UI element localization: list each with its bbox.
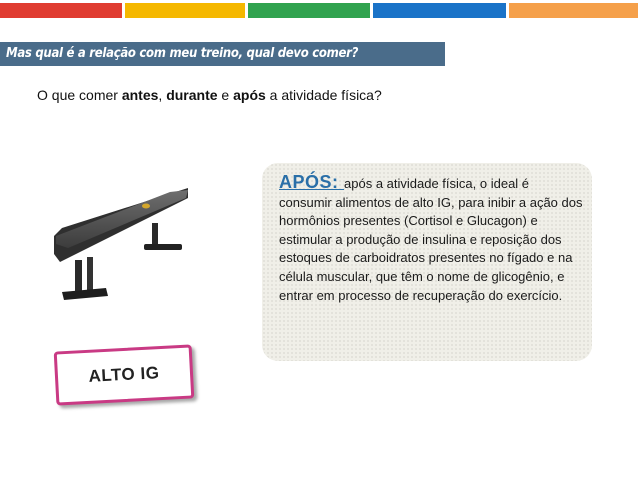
subtitle-bold-antes: antes (121, 87, 159, 103)
color-strip (0, 3, 638, 18)
weight-bench-image (48, 178, 198, 320)
alto-ig-badge (54, 344, 195, 405)
subtitle-text: , (158, 87, 167, 103)
badge-label: ALTO IG (88, 363, 160, 386)
badge-frame (54, 344, 195, 405)
color-strip-green (248, 3, 370, 18)
color-strip-orange (509, 3, 638, 18)
color-strip-blue (373, 3, 506, 18)
card-body: após a atividade física, o ideal é consumir alimentos de alto IG, para inibir a ação dos hormônios presentes (Cortisol e Glucagon) e estimular a produção de insulina e reposição dos estoques de carboidratos presentes no fígado e na célula muscular, que têm o nome de glicogênio, e entrar em processo de recuperação do exercício. (279, 176, 583, 303)
card-text (279, 173, 584, 305)
subtitle-bold-apos: após (233, 87, 266, 103)
color-strip-red (0, 3, 122, 18)
subtitle-bold-durante: durante (166, 87, 218, 103)
subtitle-text: a atividade física? (265, 87, 382, 103)
subtitle (37, 87, 382, 103)
weight-bench-icon (48, 178, 198, 320)
color-strip-yellow (125, 3, 245, 18)
subtitle-text: e (217, 87, 234, 103)
card-heading: APÓS: (279, 172, 345, 192)
info-card (262, 163, 592, 361)
subtitle-text: O que comer (37, 87, 122, 103)
slide-title: Mas qual é a relação com meu treino, qual devo comer? (0, 42, 445, 66)
